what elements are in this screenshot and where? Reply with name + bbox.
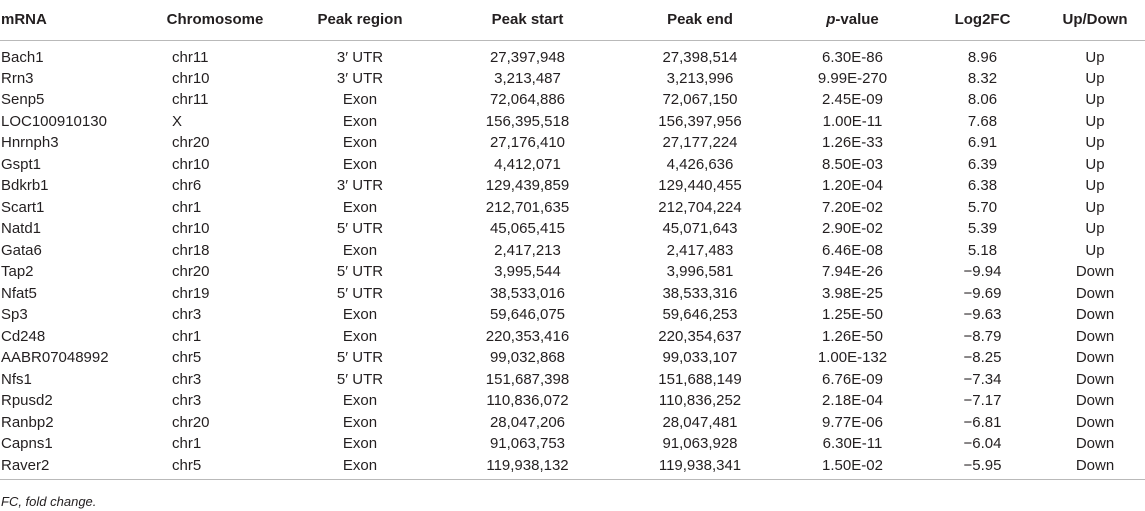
cell-mrna: Tap2 [1, 263, 34, 281]
cell-peak-region: Exon [280, 455, 440, 480]
table-row [0, 369, 1145, 391]
cell-p-value: 9.99E-270 [817, 69, 888, 87]
table-row [0, 433, 1145, 455]
cell-mrna: Senp5 [1, 91, 45, 109]
cell-p-value: 1.00E-132 [817, 349, 888, 367]
cell-chromosome: chr20 [172, 263, 210, 281]
cell-log2fc: 8.32 [967, 69, 998, 87]
cell-log2fc: 6.39 [967, 155, 998, 173]
cell-peak-region: 5′ UTR [336, 349, 384, 367]
table-row [0, 154, 1145, 176]
cell-mrna: Capns1 [1, 435, 53, 453]
cell-peak-start: 72,064,886 [489, 91, 566, 109]
cell-up-down: Up [1085, 177, 1105, 195]
cell-peak-region: Exon [342, 435, 378, 453]
cell-p-value: 1.26E-33 [822, 134, 883, 152]
cell-peak-start: 91,063,753 [489, 435, 566, 453]
cell-log2fc: −7.34 [963, 370, 1002, 388]
cell-log2fc: 8.96 [967, 48, 998, 66]
cell-peak-end: 151,688,149 [658, 370, 742, 388]
header-p-value [785, 0, 920, 40]
cell-log2fc: −8.25 [963, 349, 1002, 367]
cell-up-down: Up [1085, 69, 1105, 87]
cell-p-value: 1.26E-50 [822, 327, 883, 345]
table-row [0, 304, 1145, 326]
cell-chromosome: chr10 [172, 69, 210, 87]
cell-peak-end: 129,440,455 [658, 177, 742, 195]
cell-up-down: Up [1085, 198, 1105, 216]
cell-peak-end: 4,426,636 [666, 155, 734, 173]
cell-peak-start: 156,395,518 [485, 112, 570, 130]
header-mrna: mRNA [0, 0, 150, 40]
cell-peak-region: Exon [342, 91, 378, 109]
cell-up-down: Down [1075, 327, 1115, 345]
cell-peak-end: 28,047,481 [662, 413, 738, 431]
cell-peak-start: 110,836,072 [486, 392, 569, 410]
cell-chromosome: chr3 [172, 306, 202, 324]
cell-up-down: Down [1075, 263, 1115, 281]
cell-chromosome: X [172, 112, 183, 130]
cell-chromosome: chr20 [172, 134, 210, 152]
cell-chromosome: chr10 [172, 155, 210, 173]
cell-mrna: Bdkrb1 [1, 177, 49, 195]
cell-chromosome: chr3 [172, 370, 202, 388]
cell-p-value: 1.20E-04 [822, 177, 883, 195]
cell-log2fc: 8.06 [967, 91, 998, 109]
cell-p-value: 2.45E-09 [822, 91, 883, 109]
cell-mrna: Ranbp2 [1, 413, 54, 431]
cell-p-value: 1.50E-02 [785, 455, 920, 480]
table-body [0, 40, 1145, 479]
cell-chromosome: chr5 [150, 455, 280, 480]
cell-mrna: Cd248 [1, 327, 46, 345]
cell-chromosome: chr6 [172, 177, 202, 195]
cell-p-value: 3.98E-25 [822, 284, 883, 302]
cell-peak-end: 45,071,643 [662, 220, 738, 238]
cell-log2fc: 6.38 [967, 177, 998, 195]
cell-peak-start: 28,047,206 [489, 413, 566, 431]
cell-peak-region: 5′ UTR [336, 370, 384, 388]
cell-p-value: 6.76E-09 [822, 370, 883, 388]
cell-mrna: Gspt1 [1, 155, 42, 173]
cell-log2fc: 5.18 [967, 241, 998, 259]
cell-up-down: Down [1075, 349, 1115, 367]
cell-up-down: Down [1075, 435, 1115, 453]
cell-peak-start: 2,417,213 [494, 241, 561, 259]
cell-peak-end: 72,067,150 [662, 91, 738, 109]
table-row [0, 175, 1145, 197]
cell-chromosome: chr19 [172, 284, 210, 302]
cell-peak-start: 59,646,075 [489, 306, 566, 324]
cell-peak-end: 3,996,581 [666, 263, 734, 281]
cell-peak-end: 110,836,252 [658, 392, 742, 410]
cell-log2fc: 5.70 [967, 198, 998, 216]
cell-up-down: Up [1085, 220, 1105, 238]
table-row [0, 412, 1145, 434]
table-row [0, 455, 1145, 480]
cell-p-value: 6.30E-86 [822, 48, 883, 66]
table-row [0, 326, 1145, 348]
cell-chromosome: chr20 [172, 413, 210, 431]
cell-peak-start: 27,176,410 [489, 134, 566, 152]
cell-chromosome: chr10 [172, 220, 210, 238]
table-row [0, 347, 1145, 369]
cell-mrna: AABR07048992 [1, 349, 109, 367]
cell-p-value: 6.30E-11 [822, 435, 883, 453]
cell-up-down: Down [1075, 306, 1115, 324]
cell-peak-end: 99,033,107 [662, 349, 738, 367]
cell-peak-start: 99,032,868 [489, 349, 566, 367]
cell-peak-end: 2,417,483 [666, 241, 734, 259]
table-row [0, 40, 1145, 68]
cell-peak-region: 5′ UTR [336, 220, 384, 238]
table-row [0, 197, 1145, 219]
cell-p-value: 2.90E-02 [822, 220, 883, 238]
cell-peak-region: Exon [342, 413, 378, 431]
header-up-down: Up/Down [1045, 0, 1145, 40]
cell-log2fc: −9.63 [963, 306, 1002, 324]
cell-chromosome: chr3 [172, 392, 202, 410]
cell-mrna: Sp3 [1, 306, 28, 324]
cell-mrna: Rpusd2 [1, 392, 53, 410]
cell-p-value: 7.20E-02 [822, 198, 883, 216]
cell-up-down: Up [1085, 134, 1105, 152]
cell-peak-end: 38,533,316 [662, 284, 738, 302]
cell-peak-region: Exon [342, 155, 378, 173]
cell-up-down: Up [1085, 48, 1105, 66]
cell-chromosome: chr1 [172, 435, 202, 453]
table-row [0, 283, 1145, 305]
header-peak-end: Peak end [615, 0, 785, 40]
cell-p-value: 1.25E-50 [822, 306, 883, 324]
header-p-value-italic: p [826, 11, 836, 29]
cell-peak-start: 129,439,859 [485, 177, 570, 195]
cell-mrna: Scart1 [1, 198, 45, 216]
cell-peak-region: Exon [342, 392, 378, 410]
cell-peak-region: 3′ UTR [336, 177, 384, 195]
cell-peak-region: 5′ UTR [336, 284, 384, 302]
cell-peak-end: 212,704,224 [658, 198, 742, 216]
header-peak-start: Peak start [440, 0, 615, 40]
table-row [0, 390, 1145, 412]
cell-peak-region: 3′ UTR [336, 48, 384, 66]
cell-chromosome: chr11 [172, 91, 209, 109]
header-chromosome: Chromosome [150, 0, 280, 40]
cell-chromosome: chr1 [172, 198, 202, 216]
cell-peak-region: 5′ UTR [336, 263, 384, 281]
table-row [0, 89, 1145, 111]
cell-mrna: Natd1 [1, 220, 42, 238]
cell-peak-region: Exon [342, 198, 378, 216]
cell-mrna: Nfs1 [1, 370, 32, 388]
cell-mrna: Bach1 [1, 48, 44, 66]
cell-peak-start: 212,701,635 [485, 198, 570, 216]
header-log2fc: Log2FC [920, 0, 1045, 40]
cell-p-value: 1.00E-11 [822, 112, 883, 130]
table-row [0, 240, 1145, 262]
cell-peak-end: 27,177,224 [662, 134, 738, 152]
cell-peak-end: 91,063,928 [662, 435, 738, 453]
cell-peak-start: 4,412,071 [494, 155, 561, 173]
cell-peak-end: 119,938,341 [615, 455, 785, 480]
cell-p-value: 6.46E-08 [822, 241, 883, 259]
cell-log2fc: −7.17 [963, 392, 1002, 410]
cell-peak-start: 3,213,487 [494, 69, 561, 87]
cell-p-value: 8.50E-03 [822, 155, 883, 173]
cell-mrna: Raver2 [0, 455, 150, 480]
cell-up-down: Down [1075, 392, 1115, 410]
cell-up-down: Up [1085, 241, 1105, 259]
table-row [0, 68, 1145, 90]
cell-up-down: Up [1085, 112, 1105, 130]
cell-peak-end: 27,398,514 [662, 48, 738, 66]
cell-log2fc: 6.91 [967, 134, 998, 152]
cell-log2fc: 5.39 [967, 220, 998, 238]
cell-mrna: Gata6 [1, 241, 42, 259]
cell-peak-start: 27,397,948 [489, 48, 566, 66]
cell-chromosome: chr11 [172, 48, 209, 66]
cell-p-value: 7.94E-26 [822, 263, 883, 281]
cell-log2fc: −9.94 [963, 263, 1002, 281]
cell-up-down: Down [1045, 455, 1145, 480]
header-peak-region: Peak region [280, 0, 440, 40]
cell-log2fc: 7.68 [967, 112, 998, 130]
cell-peak-region: 3′ UTR [336, 69, 384, 87]
cell-peak-end: 3,213,996 [666, 69, 734, 87]
cell-peak-end: 59,646,253 [662, 306, 738, 324]
cell-mrna: Rrn3 [1, 69, 34, 87]
cell-chromosome: chr1 [172, 327, 202, 345]
cell-mrna: Hnrnph3 [1, 134, 59, 152]
cell-peak-region: Exon [342, 134, 378, 152]
cell-log2fc: −6.81 [963, 413, 1002, 431]
cell-peak-start: 220,353,416 [485, 327, 570, 345]
cell-peak-start: 151,687,398 [485, 370, 570, 388]
table-row [0, 111, 1145, 133]
cell-peak-end: 156,397,956 [658, 112, 742, 130]
header-p-value-rest: -value [835, 11, 879, 29]
cell-chromosome: chr5 [172, 349, 202, 367]
cell-log2fc: −6.04 [963, 435, 1002, 453]
cell-peak-end: 220,354,637 [658, 327, 742, 345]
cell-peak-region: Exon [342, 306, 378, 324]
table-row [0, 218, 1145, 240]
cell-p-value: 9.77E-06 [822, 413, 883, 431]
table-footnote: FC, fold change. [1, 494, 97, 509]
table-row [0, 132, 1145, 154]
cell-mrna: LOC100910130 [1, 112, 107, 130]
cell-p-value: 2.18E-04 [822, 392, 883, 410]
cell-log2fc: −8.79 [963, 327, 1002, 345]
cell-up-down: Down [1075, 413, 1115, 431]
cell-peak-region: Exon [342, 112, 378, 130]
cell-up-down: Down [1075, 370, 1115, 388]
cell-peak-start: 45,065,415 [489, 220, 566, 238]
cell-chromosome: chr18 [172, 241, 210, 259]
cell-up-down: Down [1075, 284, 1115, 302]
cell-peak-region: Exon [342, 327, 378, 345]
table-row [0, 261, 1145, 283]
cell-up-down: Up [1085, 155, 1105, 173]
cell-peak-start: 38,533,016 [489, 284, 566, 302]
cell-peak-region: Exon [342, 241, 378, 259]
cell-log2fc: −9.69 [963, 284, 1002, 302]
cell-mrna: Nfat5 [1, 284, 37, 302]
table-header-row [0, 0, 1145, 40]
cell-peak-start: 119,938,132 [440, 455, 615, 480]
cell-up-down: Up [1085, 91, 1105, 109]
cell-log2fc: −5.95 [920, 455, 1045, 480]
cell-peak-start: 3,995,544 [494, 263, 561, 281]
